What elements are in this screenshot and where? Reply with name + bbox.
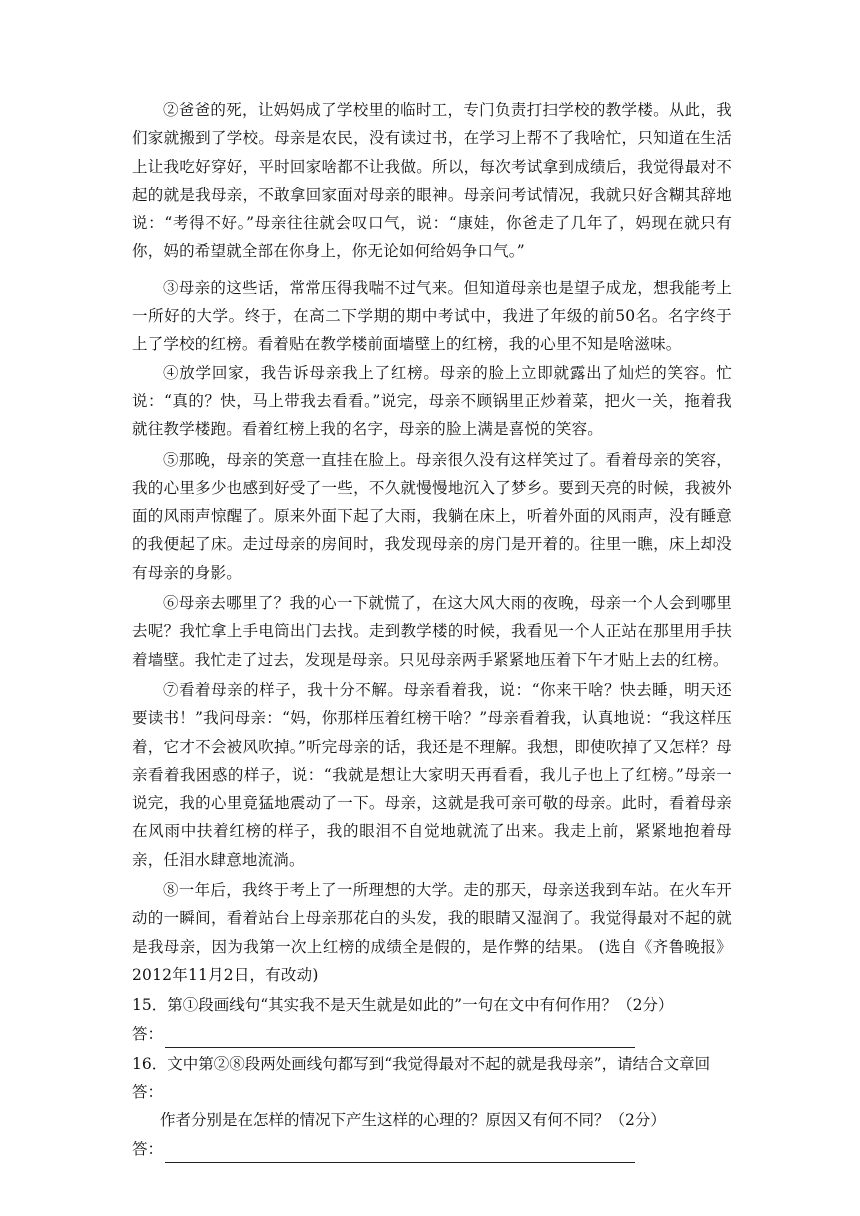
paragraph-4: ④放学回家，我告诉母亲我上了红榜。母亲的脸上立即就露出了灿烂的笑容。忙说：“真的？快，马上带我去看看。”说完，母亲不顾锅里正炒着菜，把火一关，拖着我就往教学楼跑。看着红榜上我的名字，母亲的脸上满是喜悦的笑容。	[132, 363, 732, 439]
paragraph-7: ⑦看着母亲的样子，我十分不解。母亲看着我，说：“你来干啥？快去睡，明天还要读书！”我问母亲：“妈，你那样压着红榜干啥？”母亲看着我，认真地说：“我这样压着，它才不会被风吹掉。”听完母亲的话，我还是不理解。我想，即使吹掉了又怎样？母亲看着我困惑的样子，说：“我就是想让大家明天再看看，我儿子也上了红榜。”母亲一说完，我的心里竟猛地震动了一下。母亲，这就是我可亲可敬的母亲。此时，看着母亲在风雨中扶着红榜的样子，我的眼泪不自觉地就流了出来。我走上前，紧紧地抱着母亲，任泪水肆意地流淌。	[132, 680, 732, 869]
answer-16-line[interactable]	[165, 1142, 635, 1163]
paragraph-2: ②爸爸的死，让妈妈成了学校里的临时工，专门负责打扫学校的教学楼。从此，我们家就搬到了学校。母亲是农民，没有读过书，在学习上帮不了我啥忙，只知道在生活上让我吃好穿好，平时回家啥都不让我做。所以，每次考试拿到成绩后，我觉得最对不起的就是我母亲，不敢拿回家面对母亲的眼神。母亲问考试情况，我就只好含糊其辞地说：“考得不好。”母亲往往就会叹口气，说：“康娃，你爸走了几年了，妈现在就只有你，妈的希望就全部在你身上，你无论如何给妈争口气。”	[132, 101, 732, 261]
paragraph-5: ⑤那晚，母亲的笑意一直挂在脸上。母亲很久没有这样笑过了。看着母亲的笑容，我的心里多少也感到好受了一些，不久就慢慢地沉入了梦乡。要到天亮的时候，我被外面的风雨声惊醒了。原来外面下起了大雨，我躺在床上，听着外面的风雨声，没有睡意的我便起了床。走过母亲的房间时，我发现母亲的房门是开着的。往里一瞧，床上却没有母亲的身影。	[132, 450, 732, 582]
question-16-subtext: 作者分别是在怎样的情况下产生这样的心理的？原因又有何不同？（2分）	[160, 1111, 666, 1130]
paragraph-8: ⑧一年后，我终于考上了一所理想的大学。走的那天，母亲送我到车站。在火车开动的一瞬间，看着站台上母亲那花白的头发，我的眼睛又湿润了。我觉得最对不起的就是我母亲，因为我第一次上红榜的成绩全是假的，是作弊的结果。 (选自《齐鲁晚报》2012年11月2日，有改动)	[132, 881, 732, 984]
paragraph-6: ⑥母亲去哪里了？我的心一下就慌了，在这大风大雨的夜晚，母亲一个人会到哪里去呢？我忙拿上手电筒出门去找。走到教学楼的时候，我看见一个人正站在那里用手扶着墙壁。我忙走了过去，发现是母亲。只见母亲两手紧紧地压着下午才贴上去的红榜。	[132, 594, 732, 669]
question-16	[132, 1050, 732, 1163]
answer-label: 答：	[132, 1139, 164, 1158]
answer-label: 答：	[132, 1024, 164, 1043]
answer-15	[132, 1020, 732, 1048]
paragraph-3: ③母亲的这些话，常常压得我喘不过气来。但知道母亲也是望子成龙，想我能考上一所好的大学。终于，在高二下学期的期中考试中，我进了年级的前50名。名字终于上了学校的红榜。看着贴在教学楼前面墙壁上的红榜，我的心里不知是啥滋味。	[132, 278, 732, 354]
answer-16	[132, 1135, 732, 1163]
question-16-text: 16．文中第②⑧段两处画线句都写到“我觉得最对不起的就是我母亲”，请结合文章回答：	[132, 1054, 711, 1102]
article-body	[132, 96, 732, 989]
question-15	[132, 991, 732, 1048]
question-15-text: 15．第①段画线句“其实我不是天生就是如此的”一句在文中有何作用？（2分）	[132, 996, 674, 1015]
answer-15-line[interactable]	[165, 1027, 635, 1048]
